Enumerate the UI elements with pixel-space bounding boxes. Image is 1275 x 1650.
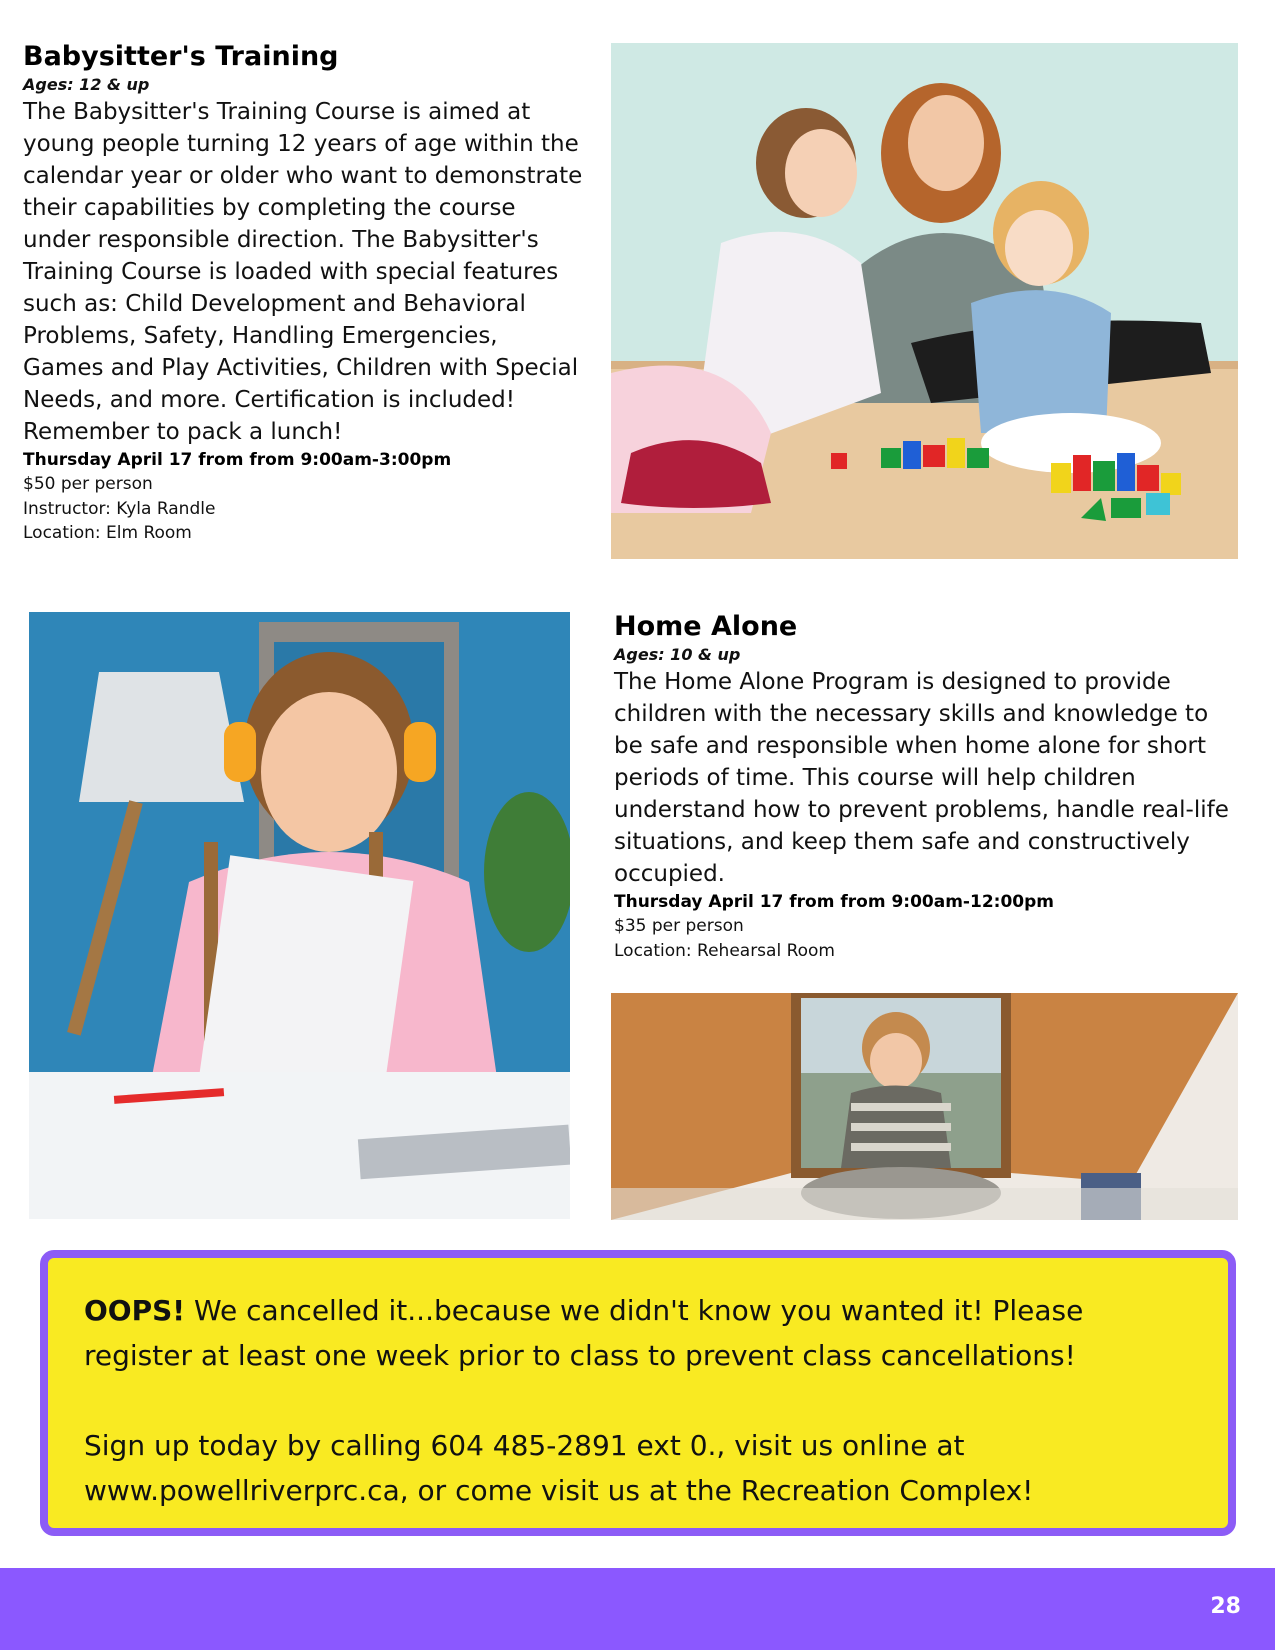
babysitter-ages: Ages: 12 & up: [23, 75, 150, 94]
page-number: 28: [1210, 1594, 1241, 1619]
babysitter-instructor: Instructor: Kyla Randle: [23, 498, 216, 519]
notice-oops: OOPS!: [84, 1294, 186, 1327]
home-alone-title: Home Alone: [614, 611, 798, 642]
home-alone-location: Location: Rehearsal Room: [614, 940, 835, 961]
home-alone-schedule: Thursday April 17 from from 9:00am-12:00pm: [614, 892, 1054, 912]
home-alone-section: [614, 610, 1244, 963]
babysitter-photo: [611, 43, 1238, 559]
home-alone-photo-boy: [611, 993, 1238, 1220]
home-alone-photo-girl: [29, 612, 570, 1219]
notice-signup-message: Sign up today by calling 604 485-2891 ext 0., visit us online at www.powellriverprc.ca, or come visit us at the Recreation Complex!: [84, 1429, 1034, 1507]
babysitter-schedule: Thursday April 17 from from 9:00am-3:00pm: [23, 450, 452, 470]
babysitter-location: Location: Elm Room: [23, 523, 192, 543]
babysitter-section: [23, 40, 583, 546]
registration-notice: [40, 1250, 1236, 1536]
home-alone-description: The Home Alone Program is designed to provide children with the necessary skills and knowledge to be safe and responsible when home alone for short periods of time. This course will help children understand how to prevent problems, handle real-life situations, and keep them safe and constructively occupied.: [614, 669, 1229, 887]
notice-cancel-message: We cancelled it...because we didn't know you wanted it! Please register at least one week prior to class to prevent class cancellations!: [84, 1294, 1084, 1372]
babysitter-description: The Babysitter's Training Course is aimed at young people turning 12 years of age within the calendar year or older who want to demonstrate their capabilities by completing the course under responsible direction. The Babysitter's Training Course is loaded with special features such as: Child Development and Behavioral Problems, Safety, Handling Emergencies, Games and Play Activities, Children with Special Needs, and more. Certification is included! Remember to pack a lunch!: [23, 99, 583, 445]
notice-text-cancel: [84, 1288, 1194, 1378]
home-alone-ages: Ages: 10 & up: [614, 645, 741, 664]
babysitter-title: Babysitter's Training: [23, 41, 339, 72]
home-alone-price: $35 per person: [614, 916, 744, 936]
footer-bar: [0, 1568, 1275, 1650]
babysitter-price: $50 per person: [23, 474, 153, 494]
